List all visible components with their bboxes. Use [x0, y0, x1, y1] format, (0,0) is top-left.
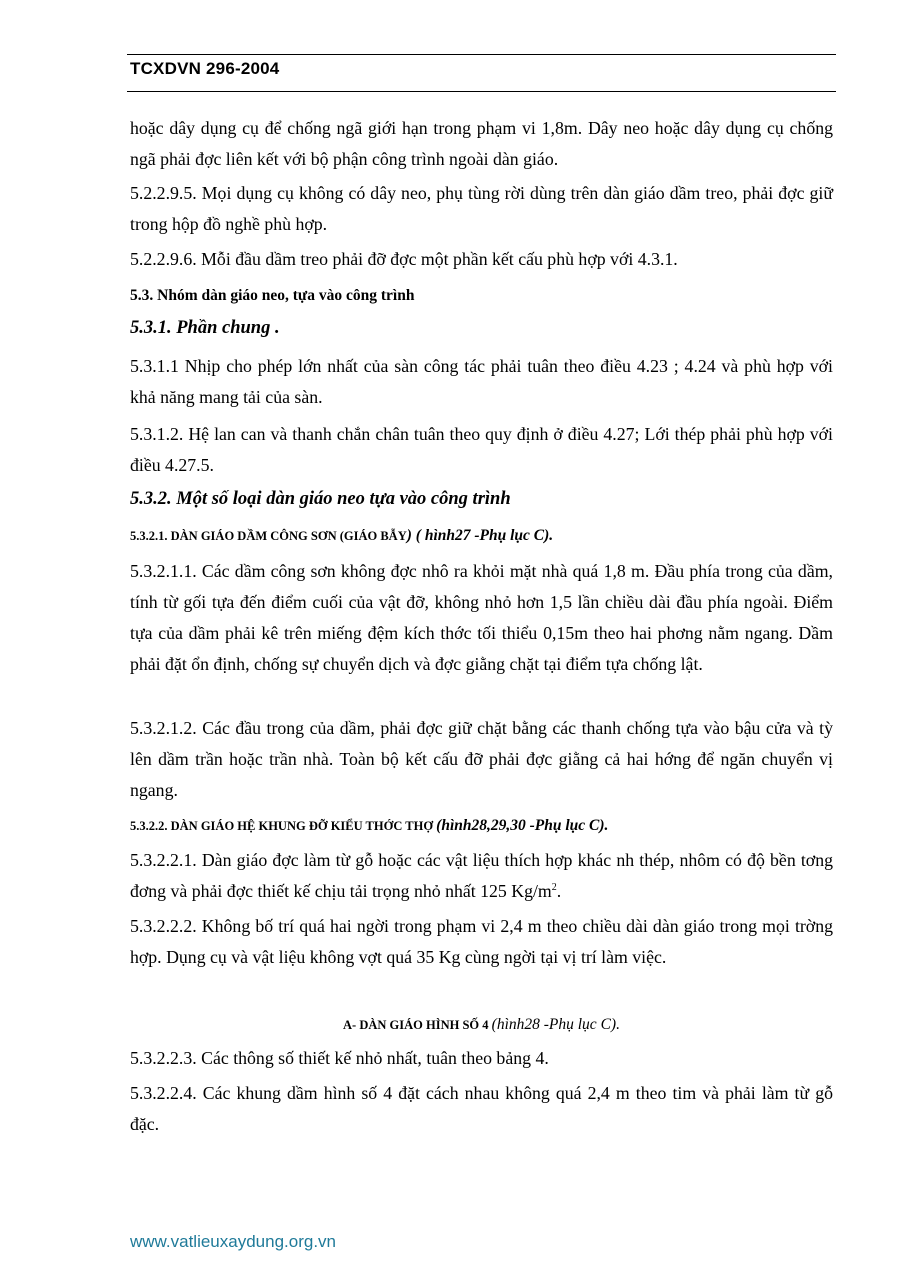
header-top-rule — [127, 54, 836, 55]
subsection-title: A- DÀN GIÁO HÌNH SỐ 4 — [343, 1018, 492, 1032]
subsection-heading-5-3-2-2 — [130, 817, 608, 835]
section-heading-5-3-2: 5.3.2. Một số loại dàn giáo neo tựa vào công trình — [130, 489, 511, 509]
paragraph-5-3-2-2-4: 5.3.2.2.4. Các khung dầm hình số 4 đặt cách nhau không quá 2,4 m theo tim và phải làm từ gỗ đặc. — [130, 1083, 833, 1134]
figure-reference: (hình28 -Phụ lục C). — [491, 1016, 620, 1033]
subsection-heading-5-3-2-1 — [130, 527, 553, 545]
footer-website-url: www.vatlieuxaydung.org.vn — [130, 1232, 337, 1251]
figure-reference: ) ( hình27 -Phụ lục C). — [406, 527, 554, 544]
paragraph-continuation: hoặc dây dụng cụ để chống ngã giới hạn trong phạm vi 1,8m. Dây neo hoặc dây dụng cụ chống ngã phải đợc liên kết với bộ phận công trình ngoài dàn giáo. — [130, 118, 833, 169]
paragraph-5-3-2-2-1: 5.3.2.2.1. Dàn giáo đợc làm từ gỗ hoặc các vật liệu thích hợp khác nh thép, nhôm có độ bền tơng đơng và phải đợc thiết kế chịu tải trọng nhỏ nhất 125 $Kg/m^2$. — [130, 850, 833, 901]
figure-reference: (hình28,29,30 -Phụ lục C). — [436, 817, 609, 834]
paragraph-5-3-2-2-3: 5.3.2.2.3. Các thông số thiết kế nhỏ nhất, tuân theo bảng 4. — [130, 1048, 549, 1068]
subsection-title: 5.3.2.2. DÀN GIÁO HỆ KHUNG ĐỠ KIỂU THỚC THỢ — [130, 819, 437, 833]
paragraph-5-3-2-1-2: 5.3.2.1.2. Các đầu trong của dầm, phải đợc giữ chặt bằng các thanh chống tựa vào bậu cửa và tỳ lên dầm trần hoặc trần nhà. Toàn bộ kết cấu đỡ phải đợc giằng cả hai hớng để ngăn chuyển vị ngang. — [130, 718, 833, 800]
paragraph-5-3-1-2: 5.3.1.2. Hệ lan can và thanh chắn chân tuân theo quy định ở điều 4.27; Lới thép phải phù hợp với điều 4.27.5. — [130, 424, 833, 475]
subsection-heading-a — [130, 1016, 833, 1034]
section-heading-5-3: 5.3. Nhóm dàn giáo neo, tựa vào công trình — [130, 287, 415, 304]
document-code: TCXDVN 296-2004 — [130, 59, 280, 78]
header-bottom-rule — [127, 91, 836, 92]
paragraph-5-2-2-9-5: 5.2.2.9.5. Mọi dụng cụ không có dây neo, phụ tùng rời dùng trên dàn giáo dầm treo, phải đợc giữ trong hộp đồ nghề phù hợp. — [130, 183, 833, 234]
paragraph-5-3-2-2-2: 5.3.2.2.2. Không bố trí quá hai ngời trong phạm vi 2,4 m theo chiều dài dàn giáo trong mọi trờng hợp. Dụng cụ và vật liệu không vợt quá 35 Kg cùng ngời tại vị trí làm việc. — [130, 916, 833, 967]
paragraph-5-2-2-9-6: 5.2.2.9.6. Mỗi đầu dầm treo phải đỡ đợc một phần kết cấu phù hợp với 4.3.1. — [130, 249, 678, 269]
paragraph-5-3-1-1: 5.3.1.1 Nhịp cho phép lớn nhất của sàn công tác phải tuân theo điều 4.23 ; 4.24 và phù hợp với khả năng mang tải của sàn. — [130, 356, 833, 407]
subsection-title: 5.3.2.1. DÀN GIÁO DẦM CÔNG SƠN (GIÁO BẪY — [130, 529, 407, 543]
paragraph-5-3-2-1-1: 5.3.2.1.1. Các dầm công sơn không đợc nhô ra khỏi mặt nhà quá 1,8 m. Đầu phía trong của dầm, tính từ gối tựa đến điểm cuối của vật đỡ, không nhỏ hơn 1,5 lần chiều dài đầu phía ngoài. Điểm tựa của dầm phải kê trên miếng đệm kích thớc tối thiểu 0,15m theo hai phơng nằm ngang. Dầm phải đặt ổn định, chống sự chuyển dịch và đợc giằng chặt tại điểm tựa chống lật. — [130, 561, 833, 674]
section-heading-5-3-1: 5.3.1. Phần chung . — [130, 318, 280, 338]
